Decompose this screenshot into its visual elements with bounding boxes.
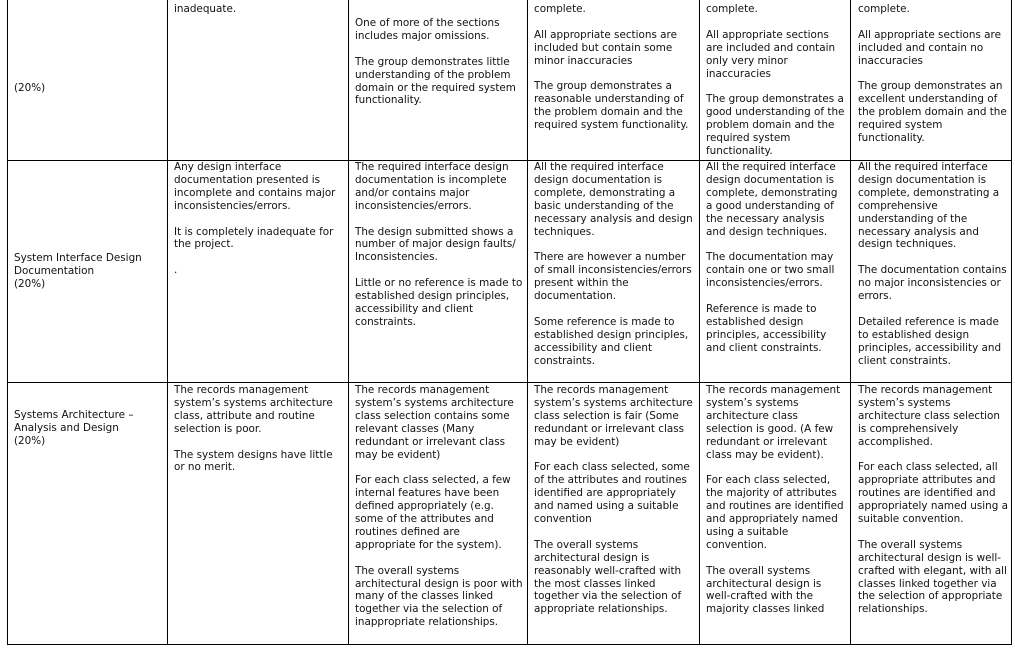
rubric-text: All appropriate sections are included and contain no inaccuracies xyxy=(858,28,1001,67)
rubric-cell xyxy=(706,3,847,159)
rubric-cell xyxy=(706,384,847,643)
rubric-text: All appropriate sections are included and contain only very minor inaccuracies xyxy=(706,28,836,80)
rubric-text: The records management system’s systems architecture class selection is fair (Some redundant or irrelevant class may be evident) xyxy=(534,384,693,448)
rubric-text: Reference is made to established design principles, accessibility and client constraints. xyxy=(706,302,827,354)
criterion-name: System Interface Design Documentation xyxy=(14,252,142,277)
rubric-cell xyxy=(174,384,344,643)
rubric-text: The overall systems architectural design is well-crafted with the majority classes linked xyxy=(706,564,825,616)
column-divider xyxy=(527,0,528,645)
rubric-text: There are however a number of small inconsistencies/errors present within the documentation. xyxy=(534,251,692,303)
rubric-cell xyxy=(534,3,696,159)
column-divider xyxy=(167,0,168,645)
rubric-text: The group demonstrates a good understanding of the problem domain and the required system functionality. xyxy=(706,93,845,157)
criterion-weight: (20%) xyxy=(14,434,46,447)
rubric-text: The group demonstrates little understanding of the problem domain or the required system functionality. xyxy=(355,55,516,107)
rubric-text: For each class selected, some of the attributes and routines identified are appropriately and named using a suitable convention xyxy=(534,461,690,526)
rubric-text: The records management system’s systems architecture class, attribute and routine selection is poor. xyxy=(174,384,333,435)
rubric-text: One of more of the sections includes major omissions. xyxy=(355,17,500,42)
rubric-text: All appropriate sections are included but contain some minor inaccuracies xyxy=(534,28,677,67)
rubric-text: All the required interface design documentation is complete, demonstrating a comprehensive understanding of the necessary analysis and design techniques. xyxy=(858,161,1000,251)
rubric-text: The system designs have little or no merit. xyxy=(174,448,333,474)
table-border-right xyxy=(1011,0,1012,645)
column-divider xyxy=(850,0,851,645)
criterion-name: Systems Architecture – Analysis and Design xyxy=(14,409,134,434)
rubric-text: inadequate. xyxy=(174,3,237,15)
rubric-text: Any design interface documentation presented is incomplete and contains major inconsistencies/errors. xyxy=(174,161,336,212)
rubric-text: The group demonstrates an excellent understanding of the problem domain and the required system functionality. xyxy=(858,80,1007,145)
rubric-text: Detailed reference is made to established design principles, accessibility and client constraints. xyxy=(858,315,1002,367)
row-divider xyxy=(7,382,1012,383)
rubric-cell xyxy=(534,384,696,643)
rubric-cell xyxy=(174,161,344,381)
rubric-text: The records management system’s systems architecture class selection contains some relevant classes (Many redundant or irrelevant class may be evident) xyxy=(355,384,514,461)
rubric-text: The required interface design documentation is incomplete and/or contains major inconsistencies/errors. xyxy=(355,161,509,212)
rubric-text: The documentation may contain one or two small inconsistencies/errors. xyxy=(706,251,835,290)
rubric-text: The overall systems architectural design is poor with many of the classes linked together via the selection of inappropriate relationships. xyxy=(355,564,523,629)
rubric-cell xyxy=(355,161,523,381)
table-border-left xyxy=(7,0,8,645)
rubric-text: complete. xyxy=(858,3,910,15)
rubric-text: All the required interface design documentation is complete, demonstrating a good understanding of the necessary analysis and design techniques. xyxy=(706,161,838,238)
rubric-text: The records management system’s systems architecture class selection is good. (A few redundant or irrelevant class may be evident). xyxy=(706,384,841,461)
rubric-cell xyxy=(706,161,847,381)
criterion-cell xyxy=(14,82,164,95)
rubric-text: The overall systems architectural design is reasonably well-crafted with the most classes linked together via the selection of appropriate relationships. xyxy=(534,538,682,616)
rubric-text: complete. xyxy=(534,3,586,15)
criterion-weight: (20%) xyxy=(14,277,46,290)
rubric-text: All the required interface design documentation is complete, demonstrating a basic understanding of the necessary analysis and design techniques. xyxy=(534,161,693,238)
rubric-cell xyxy=(174,3,344,16)
rubric-text: The records management system’s systems architecture class selection is comprehensively accomplished. xyxy=(858,384,1000,448)
rubric-text: It is completely inadequate for the project. xyxy=(174,225,334,251)
rubric-cell xyxy=(355,17,523,159)
rubric-text: For each class selected, the majority of attributes and routines are identified and appropriately named using a suitable convention. xyxy=(706,474,844,551)
rubric-text: Little or no reference is made to established design principles, accessibility and client constraints. xyxy=(355,277,523,328)
rubric-cell xyxy=(534,161,696,381)
column-divider xyxy=(699,0,700,645)
criterion-weight: (20%) xyxy=(14,82,46,94)
rubric-text: The overall systems architectural design is well-crafted with elegant, with all classes linked together via the selection of appropriate relationships. xyxy=(858,538,1007,616)
rubric-cell xyxy=(858,161,1008,381)
rubric-text: . xyxy=(174,264,178,277)
criterion-cell xyxy=(14,252,164,291)
rubric-text: The design submitted shows a number of major design faults/ Inconsistencies. xyxy=(355,225,516,264)
rubric-text: For each class selected, all appropriate attributes and routines are identified and appropriately named using a suitable convention. xyxy=(858,461,1008,526)
column-divider xyxy=(348,0,349,645)
table-border-bottom xyxy=(7,644,1012,645)
rubric-cell xyxy=(858,384,1008,643)
criterion-cell xyxy=(14,409,164,448)
rubric-text: For each class selected, a few internal features have been defined appropriately (e.g. some of the attributes and routines defined are appropriate for the system). xyxy=(355,474,511,551)
rubric-text: Some reference is made to established design principles, accessibility and client constraints. xyxy=(534,315,689,367)
rubric-cell xyxy=(858,3,1008,159)
rubric-text: complete. xyxy=(706,3,758,15)
rubric-cell xyxy=(355,384,523,643)
rubric-text: The group demonstrates a reasonable understanding of the problem domain and the required system functionality. xyxy=(534,80,689,132)
rubric-text: The documentation contains no major inconsistencies or errors. xyxy=(858,264,1007,303)
